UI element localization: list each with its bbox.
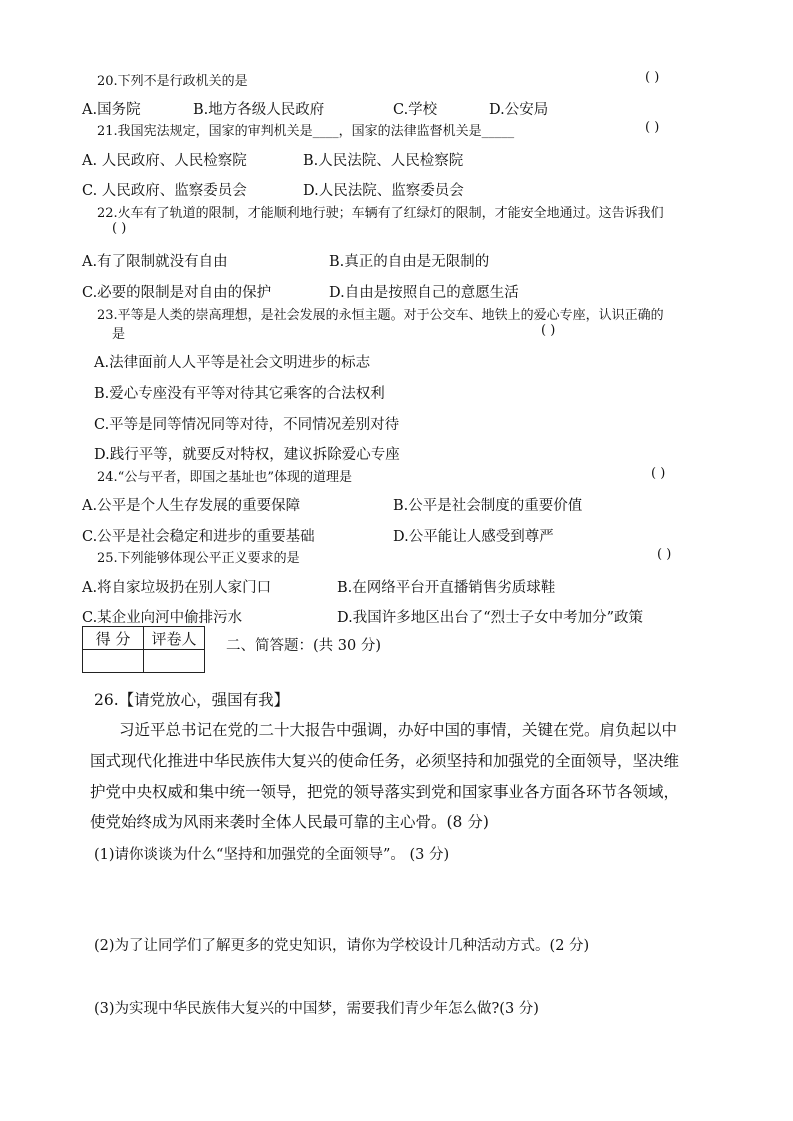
q24-option-c: C.公平是社会稳定和进步的重要基础 <box>82 529 315 545</box>
grader-cell <box>144 650 205 673</box>
q25-option-b: B.在网络平台开直播销售劣质球鞋 <box>337 580 556 596</box>
q21-answer-bracket: ( ) <box>645 120 660 135</box>
q24-option-b: B.公平是社会制度的重要价值 <box>393 498 583 514</box>
q26-paragraph-line2: 国式现代化推进中华民族伟大复兴的使命任务，必须坚持和加强党的全面领导，坚决维 <box>90 752 680 770</box>
q20-stem: 20.下列不是行政机关的是 <box>97 74 248 89</box>
q20-option-c: C.学校 <box>393 102 438 118</box>
q23-option-d: D.践行平等，就要反对特权，建议拆除爱心专座 <box>94 447 400 463</box>
q26-paragraph-line3: 护党中央权威和集中统一领导，把党的领导落实到党和国家事业各方面各环节各领域， <box>90 783 680 801</box>
score-header: 得 分 <box>83 627 144 650</box>
q22-answer-bracket: ( ) <box>112 221 127 236</box>
score-table <box>82 626 205 673</box>
q23-stem-line1: 23.平等是人类的崇高理想，是社会发展的永恒主题。对于公交车、地铁上的爱心专座，认识正确的 <box>97 308 664 323</box>
q21-option-c: C. 人民政府、监察委员会 <box>82 183 247 199</box>
score-cell <box>83 650 144 673</box>
q26-subquestion-3: (3)为实现中华民族伟大复兴的中国梦，需要我们青少年怎么做?(3 分) <box>94 1001 539 1017</box>
q26-paragraph-line4: 使党始终成为风雨来袭时全体人民最可靠的主心骨。(8 分) <box>90 813 489 831</box>
q23-option-b: B.爱心专座没有平等对待其它乘客的合法权利 <box>94 386 385 402</box>
q26-subquestion-1: (1)请你谈谈为什么“坚持和加强党的全面领导”。 (3 分) <box>94 847 450 863</box>
q23-answer-bracket: ( ) <box>541 323 556 338</box>
q25-option-a: A.将自家垃圾扔在别人家门口 <box>82 580 272 596</box>
grader-header: 评卷人 <box>144 627 205 650</box>
q21-option-d: D.人民法院、监察委员会 <box>303 183 464 199</box>
q26-title: 26.【请党放心，强国有我】 <box>94 691 290 709</box>
q22-option-a: A.有了限制就没有自由 <box>82 254 228 270</box>
q26-paragraph-line1: 习近平总书记在党的二十大报告中强调，办好中国的事情，关键在党。肩负起以中 <box>119 721 678 739</box>
q20-option-a: A.国务院 <box>82 102 141 118</box>
q21-option-a: A. 人民政府、人民检察院 <box>82 153 247 169</box>
q26-subquestion-2: (2)为了让同学们了解更多的党史知识，请你为学校设计几种活动方式。(2 分) <box>94 938 590 954</box>
q22-option-d: D.自由是按照自己的意愿生活 <box>329 285 519 301</box>
q24-stem: 24.“公与平者，即国之基址也”体现的道理是 <box>97 470 352 485</box>
section2-title: 二、简答题：(共 30 分) <box>226 638 381 654</box>
q20-option-b: B.地方各级人民政府 <box>193 102 325 118</box>
q25-answer-bracket: ( ) <box>657 547 672 562</box>
q25-option-d: D.我国许多地区出台了“烈士子女中考加分”政策 <box>337 610 644 626</box>
q25-option-c: C.某企业向河中偷排污水 <box>82 610 243 626</box>
q22-option-b: B.真正的自由是无限制的 <box>329 254 490 270</box>
q22-stem: 22.火车有了轨道的限制，才能顺利地行驶；车辆有了红绿灯的限制，才能安全地通过。这告诉我们 <box>97 206 664 221</box>
q25-stem: 25.下列能够体现公平正义要求的是 <box>97 551 300 566</box>
q20-option-d: D.公安局 <box>489 102 549 118</box>
q23-stem-line2: 是 <box>112 327 126 342</box>
q23-option-a: A.法律面前人人平等是社会文明进步的标志 <box>94 355 371 371</box>
q24-option-a: A.公平是个人生存发展的重要保障 <box>82 498 301 514</box>
q21-option-b: B.人民法院、人民检察院 <box>303 153 464 169</box>
q24-option-d: D.公平能让人感受到尊严 <box>393 529 554 545</box>
q22-option-c: C.必要的限制是对自由的保护 <box>82 285 272 301</box>
q24-answer-bracket: ( ) <box>651 466 666 481</box>
q23-option-c: C.平等是同等情况同等对待，不同情况差别对待 <box>94 417 400 433</box>
q20-answer-bracket: ( ) <box>645 70 660 85</box>
q21-stem: 21.我国宪法规定，国家的审判机关是____，国家的法律监督机关是_____ <box>97 124 515 139</box>
